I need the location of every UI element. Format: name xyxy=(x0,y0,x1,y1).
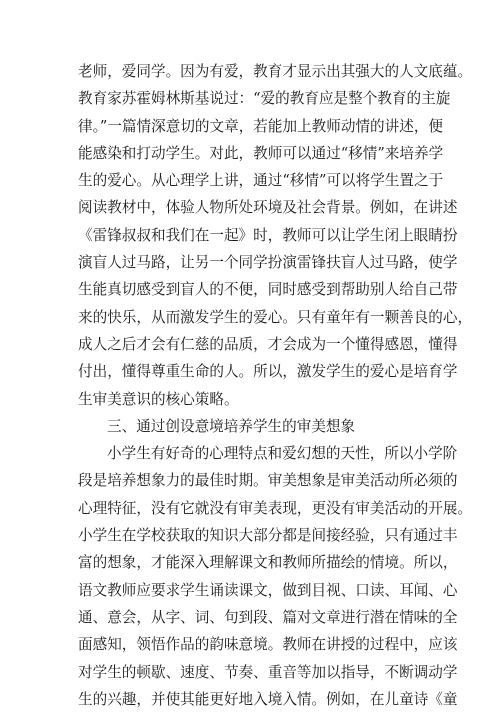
paragraph-line: 小学生在学校获取的知识大部分都是间接经验，只有通过丰 xyxy=(78,527,458,545)
paragraph-line: 阅读教材中，体验人物所处环境及社会背景。例如，在讲述 xyxy=(78,199,458,217)
paragraph-line: 生的爱心。从心理学上讲，通过“移情”可以将学生置之于 xyxy=(78,172,444,190)
paragraph-line: 对学生的顿歇、速度、节奏、重音等加以指导，不断调动学 xyxy=(78,663,458,681)
paragraph-line: 老师，爱同学。因为有爱，教育才显示出其强大的人文底蕴。 xyxy=(78,63,473,80)
paragraph-line: 心理特征，没有它就没有审美表现，更没有审美活动的开展。 xyxy=(78,499,473,517)
paragraph-line: 通、意会，从字、词、句到段、篇对文章进行潜在情味的全 xyxy=(78,608,458,626)
paragraph-line: 教育家苏霍姆林斯基说过：“爱的教育应是整个教育的主旋 xyxy=(78,90,451,108)
paragraph-line: 律。”一篇情深意切的文章，若能加上教师动情的讲述，便 xyxy=(78,117,444,135)
paragraph-line: 段是培养想象力的最佳时期。审美想象是审美活动所必须的 xyxy=(78,472,458,490)
document-page xyxy=(78,58,473,713)
paragraph-line: 来的快乐，从而激发学生的爱心。只有童年有一颗善良的心， xyxy=(78,308,473,326)
paragraph-line: 生审美意识的核心策略。 xyxy=(78,390,239,408)
section-heading xyxy=(78,413,430,440)
paragraph-line: 付出，懂得尊重生命的人。所以，激发学生的爱心是培育学 xyxy=(78,363,458,381)
paragraph-line-text: 小学生有好奇的心理特点和爱幻想的天性，所以小学阶 xyxy=(107,445,458,463)
paragraph-line xyxy=(78,440,458,467)
paragraph-line: 演盲人过马路，让另一个同学扮演雷锋扶盲人过马路，使学 xyxy=(78,254,458,272)
paragraph-line: 语文教师应要求学生诵读课文，做到目视、口读、耳闻、心 xyxy=(78,581,458,599)
paragraph-line: 生的兴趣，并使其能更好地入境入情。例如，在儿童诗《童 xyxy=(78,690,458,708)
paragraph-line: 富的想象，才能深入理解课文和教师所描绘的情境。所以， xyxy=(78,554,458,572)
paragraph-line: 成人之后才会有仁慈的品质，才会成为一个懂得感恩，懂得 xyxy=(78,335,458,353)
paragraph-line: 生能真切感受到盲人的不便，同时感受到帮助别人给自己带 xyxy=(78,281,458,299)
paragraph-line: 《雷锋叔叔和我们在一起》时，教师可以让学生闭上眼睛扮 xyxy=(78,226,458,244)
paragraph-line: 能感染和打动学生。对此，教师可以通过“移情”来培养学 xyxy=(78,144,444,162)
section-heading-text: 三、通过创设意境培养学生的审美想象 xyxy=(107,417,356,435)
paragraph-line: 面感知，领悟作品的韵味意境。教师在讲授的过程中，应该 xyxy=(78,636,458,654)
